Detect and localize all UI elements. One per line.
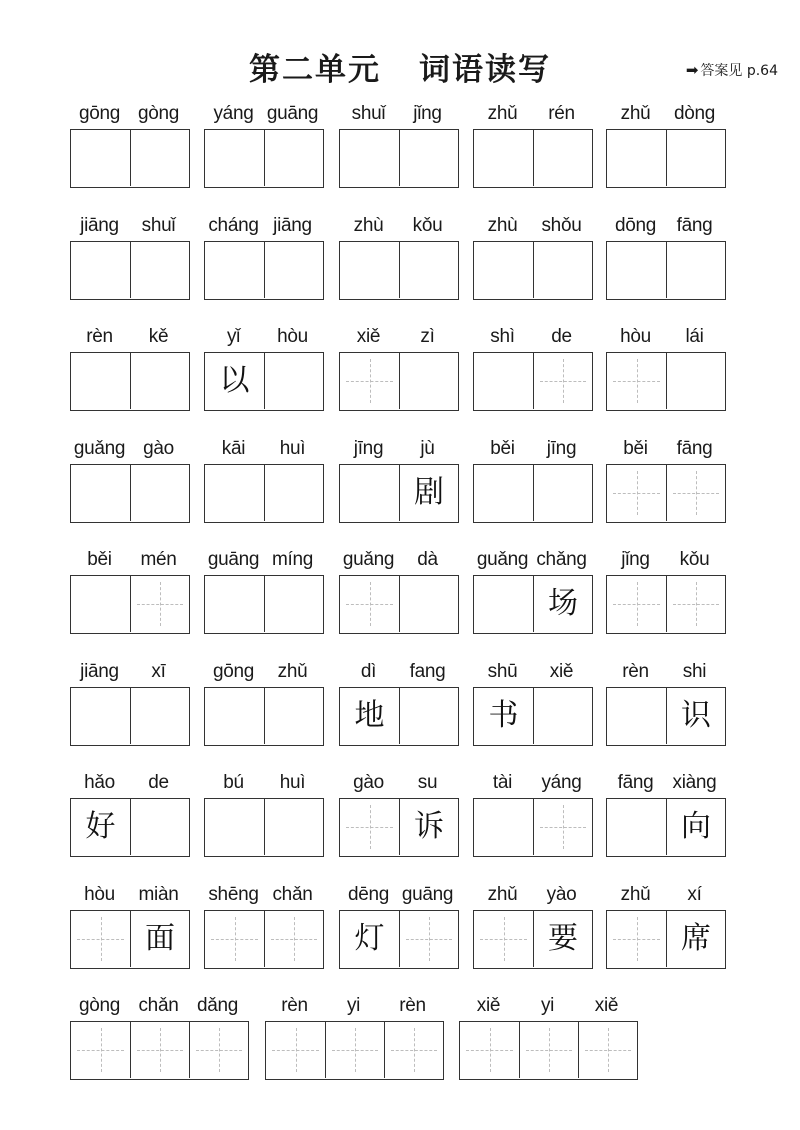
writing-cell[interactable] <box>399 465 458 521</box>
writing-boxes <box>204 129 324 188</box>
pinyin-row <box>606 214 724 238</box>
writing-boxes <box>606 352 726 411</box>
writing-cell[interactable] <box>533 130 592 186</box>
writing-boxes <box>473 129 593 188</box>
pinyin-label: gào <box>353 772 384 793</box>
writing-cell[interactable] <box>666 911 725 967</box>
pinyin-label: xiě <box>594 995 619 1016</box>
writing-boxes <box>339 687 459 746</box>
pinyin-row <box>204 883 322 907</box>
pinyin-label: fāng <box>617 772 654 793</box>
writing-cell[interactable] <box>399 799 458 855</box>
pinyin-label: zhǔ <box>487 103 518 124</box>
pinyin-row <box>606 548 724 572</box>
writing-cell[interactable] <box>340 353 399 409</box>
writing-boxes <box>204 464 324 523</box>
pinyin-row <box>339 883 457 907</box>
pinyin-label: rèn <box>86 326 113 347</box>
writing-cell[interactable] <box>205 353 264 409</box>
pinyin-label: xī <box>151 660 166 682</box>
pinyin-row <box>473 660 591 684</box>
pinyin-label: zhǔ <box>620 103 651 124</box>
writing-boxes <box>339 241 459 300</box>
pinyin-label: fāng <box>676 437 713 459</box>
writing-cell[interactable] <box>340 576 399 632</box>
pinyin-label: rèn <box>622 660 649 682</box>
pinyin-label: jǐng <box>621 549 650 570</box>
title-topic: 词语读写 <box>419 52 551 88</box>
writing-boxes <box>606 687 726 746</box>
pinyin-label: gōng <box>212 660 255 682</box>
pinyin-label: lái <box>685 326 704 347</box>
pinyin-row <box>70 325 188 349</box>
pinyin-label: yáng <box>541 772 582 793</box>
pinyin-row <box>339 437 457 461</box>
pinyin-row <box>70 660 188 684</box>
writing-cell[interactable] <box>474 911 533 967</box>
pinyin-row <box>473 548 591 572</box>
writing-cell[interactable] <box>340 688 399 744</box>
writing-boxes <box>339 910 459 969</box>
pinyin-label: shuǐ <box>141 214 176 236</box>
writing-cell[interactable] <box>130 353 189 409</box>
writing-cell[interactable] <box>607 465 666 521</box>
writing-boxes <box>339 129 459 188</box>
writing-cell[interactable] <box>607 242 666 298</box>
pinyin-label: fāng <box>676 214 713 236</box>
writing-boxes <box>204 687 324 746</box>
pinyin-label: chǎn <box>272 883 313 905</box>
writing-cell[interactable] <box>533 688 592 744</box>
pinyin-row <box>70 994 247 1018</box>
writing-boxes <box>70 687 190 746</box>
pinyin-label: jǐng <box>413 103 442 124</box>
writing-boxes <box>339 464 459 523</box>
writing-cell[interactable] <box>666 353 725 409</box>
writing-cell[interactable] <box>533 576 592 632</box>
writing-cell[interactable] <box>264 242 323 298</box>
answer-reference-text: 答案见 p.64 <box>700 63 778 79</box>
writing-cell[interactable] <box>71 130 130 186</box>
writing-boxes <box>606 798 726 857</box>
pinyin-row <box>265 994 442 1018</box>
pinyin-label: jù <box>420 437 435 459</box>
writing-cell[interactable] <box>519 1022 578 1078</box>
pinyin-label: kāi <box>221 437 246 459</box>
word-row <box>0 660 800 760</box>
pinyin-label: fang <box>409 660 446 682</box>
pinyin-label: zhǔ <box>487 883 518 905</box>
pinyin-row <box>339 548 457 572</box>
writing-cell[interactable] <box>340 911 399 967</box>
writing-boxes <box>339 352 459 411</box>
given-character: 好 <box>85 809 116 844</box>
writing-cell[interactable] <box>71 911 130 967</box>
writing-cell[interactable] <box>71 688 130 744</box>
writing-boxes <box>70 464 190 523</box>
writing-cell[interactable] <box>666 465 725 521</box>
pinyin-row <box>473 214 591 238</box>
given-character: 向 <box>681 809 711 844</box>
pinyin-row <box>473 771 591 795</box>
writing-boxes <box>473 687 593 746</box>
pinyin-label: shēng <box>208 883 259 905</box>
writing-cell[interactable] <box>71 353 130 409</box>
writing-boxes <box>204 241 324 300</box>
pinyin-row <box>204 214 322 238</box>
given-character: 地 <box>354 697 385 733</box>
writing-cell[interactable] <box>205 911 264 967</box>
pinyin-row <box>204 102 322 126</box>
given-character: 席 <box>681 920 711 956</box>
writing-cell[interactable] <box>130 242 189 298</box>
pinyin-row <box>339 214 457 238</box>
pinyin-label: gào <box>143 437 174 459</box>
pinyin-label: miàn <box>138 883 179 905</box>
pinyin-label: rén <box>548 103 575 124</box>
pinyin-row <box>204 437 322 461</box>
writing-cell[interactable] <box>325 1022 384 1078</box>
pinyin-label: jiāng <box>80 660 119 682</box>
pinyin-label: chǎng <box>536 549 587 570</box>
writing-boxes <box>70 798 190 857</box>
pinyin-row <box>606 325 724 349</box>
writing-cell[interactable] <box>130 799 189 855</box>
writing-cell[interactable] <box>607 911 666 967</box>
pinyin-label: cháng <box>208 214 259 236</box>
pinyin-label: kě <box>148 326 169 347</box>
writing-cell[interactable] <box>474 688 533 744</box>
pinyin-label: rèn <box>399 995 426 1016</box>
writing-boxes <box>459 1021 638 1080</box>
pinyin-label: gōng <box>78 103 121 124</box>
word-row <box>0 883 800 983</box>
writing-cell[interactable] <box>474 242 533 298</box>
pinyin-row <box>339 771 457 795</box>
writing-cell[interactable] <box>384 1022 443 1078</box>
given-character: 书 <box>488 697 519 733</box>
pinyin-label: jiāng <box>80 214 119 236</box>
pinyin-row <box>473 325 591 349</box>
pinyin-label: guǎng <box>73 437 126 459</box>
pinyin-label: xiàng <box>672 772 717 793</box>
pinyin-label: jīng <box>353 437 384 459</box>
writing-boxes <box>265 1021 444 1080</box>
writing-cell[interactable] <box>266 1022 325 1078</box>
writing-cell[interactable] <box>71 799 130 855</box>
pinyin-label: míng <box>271 549 314 570</box>
writing-cell[interactable] <box>264 799 323 855</box>
pinyin-label: yáng <box>213 103 254 124</box>
pinyin-label: zì <box>420 326 435 347</box>
writing-cell[interactable] <box>578 1022 637 1078</box>
writing-cell[interactable] <box>340 130 399 186</box>
word-row <box>0 102 800 202</box>
writing-boxes <box>606 241 726 300</box>
writing-boxes <box>473 352 593 411</box>
pinyin-label: mén <box>140 549 177 570</box>
writing-cell[interactable] <box>607 130 666 186</box>
pinyin-label: běi <box>490 437 515 459</box>
writing-cell[interactable] <box>130 911 189 967</box>
pinyin-row <box>606 771 724 795</box>
pinyin-label: chǎn <box>138 995 179 1016</box>
pinyin-label: xiě <box>549 660 574 682</box>
writing-cell[interactable] <box>533 465 592 521</box>
answer-reference <box>658 60 778 80</box>
writing-cell[interactable] <box>71 576 130 632</box>
pinyin-label: su <box>417 772 438 793</box>
writing-cell[interactable] <box>205 576 264 632</box>
writing-boxes <box>606 910 726 969</box>
writing-cell[interactable] <box>533 242 592 298</box>
pinyin-row <box>339 325 457 349</box>
pinyin-label: yi <box>540 995 555 1016</box>
writing-cell[interactable] <box>474 576 533 632</box>
pinyin-row <box>459 994 636 1018</box>
title-unit: 第二单元 <box>249 52 381 88</box>
pinyin-label: de <box>551 326 572 347</box>
writing-cell[interactable] <box>264 130 323 186</box>
writing-boxes <box>70 1021 249 1080</box>
writing-cell[interactable] <box>474 353 533 409</box>
pinyin-label: dòng <box>673 103 716 124</box>
pinyin-label: gòng <box>137 103 180 124</box>
pinyin-row <box>473 102 591 126</box>
pinyin-label: dōng <box>614 214 657 236</box>
writing-cell[interactable] <box>71 1022 130 1078</box>
writing-cell[interactable] <box>460 1022 519 1078</box>
word-row <box>0 994 800 1094</box>
writing-cell[interactable] <box>130 1022 189 1078</box>
pinyin-row <box>606 883 724 907</box>
pinyin-label: dà <box>417 549 438 570</box>
writing-boxes <box>204 575 324 634</box>
writing-cell[interactable] <box>474 130 533 186</box>
pinyin-label: běi <box>87 549 112 570</box>
pinyin-label: guāng <box>266 103 319 124</box>
pinyin-label: dì <box>360 660 377 682</box>
writing-cell[interactable] <box>666 799 725 855</box>
pinyin-row <box>204 771 322 795</box>
pinyin-label: shuǐ <box>351 103 386 124</box>
pinyin-row <box>70 548 188 572</box>
pinyin-label: hǎo <box>84 772 115 793</box>
writing-boxes <box>70 910 190 969</box>
given-character: 场 <box>548 586 578 621</box>
writing-boxes <box>204 352 324 411</box>
word-row <box>0 548 800 648</box>
pinyin-label: zhù <box>487 214 518 236</box>
pinyin-row <box>70 437 188 461</box>
writing-cell[interactable] <box>474 799 533 855</box>
writing-cell[interactable] <box>607 576 666 632</box>
writing-cell[interactable] <box>130 465 189 521</box>
pinyin-label: dǎng <box>196 995 239 1016</box>
writing-cell[interactable] <box>205 465 264 521</box>
pinyin-label: rèn <box>281 995 308 1016</box>
pinyin-label: bú <box>223 772 244 793</box>
pinyin-row <box>70 883 188 907</box>
writing-cell[interactable] <box>533 799 592 855</box>
pinyin-label: shǒu <box>541 214 582 236</box>
given-character: 以 <box>219 363 250 398</box>
pinyin-label: yào <box>546 883 577 905</box>
pinyin-label: hòu <box>277 326 308 347</box>
writing-boxes <box>70 352 190 411</box>
writing-boxes <box>473 464 593 523</box>
pinyin-label: jiāng <box>273 214 312 236</box>
pinyin-label: zhù <box>353 214 384 236</box>
pinyin-row <box>473 883 591 907</box>
writing-boxes <box>339 575 459 634</box>
writing-cell[interactable] <box>340 465 399 521</box>
pinyin-label: yǐ <box>226 326 241 347</box>
pinyin-row <box>70 214 188 238</box>
pinyin-label: xiě <box>476 995 501 1016</box>
writing-cell[interactable] <box>607 688 666 744</box>
writing-boxes <box>339 798 459 857</box>
pinyin-label: huì <box>279 437 306 459</box>
pinyin-row <box>339 102 457 126</box>
pinyin-label: shū <box>487 660 518 682</box>
pinyin-label: shì <box>490 326 515 347</box>
pinyin-row <box>339 660 457 684</box>
writing-cell[interactable] <box>666 576 725 632</box>
arrow-right-icon: ➡ <box>685 61 699 79</box>
pinyin-row <box>606 437 724 461</box>
pinyin-label: xí <box>687 883 702 905</box>
writing-cell[interactable] <box>264 465 323 521</box>
pinyin-label: gòng <box>78 995 121 1016</box>
writing-cell[interactable] <box>205 242 264 298</box>
writing-cell[interactable] <box>666 130 725 186</box>
pinyin-row <box>606 660 724 684</box>
given-character: 诉 <box>414 809 444 844</box>
writing-cell[interactable] <box>71 465 130 521</box>
pinyin-label: tài <box>492 772 513 793</box>
pinyin-label: hòu <box>620 326 651 347</box>
writing-cell[interactable] <box>130 576 189 632</box>
writing-boxes <box>473 241 593 300</box>
writing-boxes <box>204 798 324 857</box>
writing-cell[interactable] <box>474 465 533 521</box>
writing-cell[interactable] <box>399 576 458 632</box>
writing-cell[interactable] <box>399 353 458 409</box>
writing-cell[interactable] <box>533 353 592 409</box>
word-row <box>0 214 800 314</box>
writing-boxes <box>70 129 190 188</box>
writing-boxes <box>606 464 726 523</box>
pinyin-label: de <box>148 772 169 793</box>
writing-cell[interactable] <box>130 688 189 744</box>
writing-boxes <box>473 798 593 857</box>
writing-cell[interactable] <box>205 130 264 186</box>
pinyin-label: kǒu <box>679 549 710 570</box>
pinyin-label: jīng <box>546 437 577 459</box>
pinyin-row <box>70 771 188 795</box>
pinyin-label: xiě <box>356 326 381 347</box>
word-row <box>0 437 800 537</box>
writing-boxes <box>70 241 190 300</box>
writing-cell[interactable] <box>533 911 592 967</box>
pinyin-label: zhǔ <box>620 883 651 905</box>
writing-cell[interactable] <box>264 688 323 744</box>
given-character: 面 <box>145 920 175 956</box>
pinyin-label: hòu <box>84 883 115 905</box>
pinyin-label: shi <box>682 660 707 682</box>
writing-cell[interactable] <box>607 799 666 855</box>
pinyin-row <box>70 102 188 126</box>
writing-boxes <box>473 910 593 969</box>
pinyin-label: yi <box>346 995 361 1016</box>
writing-cell[interactable] <box>340 242 399 298</box>
writing-boxes <box>204 910 324 969</box>
writing-cell[interactable] <box>205 799 264 855</box>
pinyin-label: dēng <box>347 883 390 905</box>
writing-cell[interactable] <box>666 688 725 744</box>
writing-boxes <box>606 129 726 188</box>
writing-cell[interactable] <box>340 799 399 855</box>
given-character: 剧 <box>414 474 444 510</box>
writing-cell[interactable] <box>666 242 725 298</box>
writing-cell[interactable] <box>399 911 458 967</box>
writing-cell[interactable] <box>399 130 458 186</box>
pinyin-label: guāng <box>401 883 454 905</box>
pinyin-row <box>204 325 322 349</box>
pinyin-label: kǒu <box>412 214 443 236</box>
pinyin-row <box>204 660 322 684</box>
pinyin-label: guāng <box>207 549 260 570</box>
writing-cell[interactable] <box>607 353 666 409</box>
given-character: 识 <box>681 697 711 733</box>
writing-cell[interactable] <box>71 242 130 298</box>
writing-boxes <box>473 575 593 634</box>
writing-cell[interactable] <box>189 1022 248 1078</box>
word-row <box>0 325 800 425</box>
writing-cell[interactable] <box>205 688 264 744</box>
pinyin-row <box>473 437 591 461</box>
writing-cell[interactable] <box>264 576 323 632</box>
word-row <box>0 771 800 871</box>
writing-boxes <box>70 575 190 634</box>
pinyin-label: běi <box>623 437 648 459</box>
writing-cell[interactable] <box>264 911 323 967</box>
writing-cell[interactable] <box>399 242 458 298</box>
pinyin-label: zhǔ <box>277 660 308 682</box>
writing-boxes <box>606 575 726 634</box>
writing-cell[interactable] <box>264 353 323 409</box>
writing-cell[interactable] <box>130 130 189 186</box>
pinyin-label: huì <box>279 772 306 793</box>
pinyin-label: guǎng <box>342 549 395 570</box>
pinyin-label: guǎng <box>476 549 529 570</box>
pinyin-row <box>606 102 724 126</box>
given-character: 要 <box>548 920 578 956</box>
writing-cell[interactable] <box>399 688 458 744</box>
given-character: 灯 <box>354 920 385 956</box>
pinyin-row <box>204 548 322 572</box>
